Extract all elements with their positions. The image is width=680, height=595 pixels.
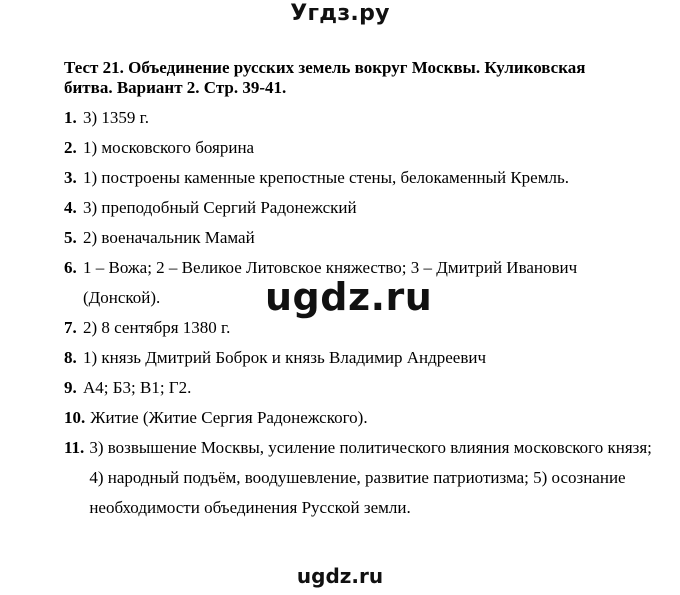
watermark-bottom: ugdz.ru <box>296 564 384 588</box>
answer-text: А4; Б3; В1; Г2. <box>83 378 192 397</box>
answer-number: 3. <box>64 168 77 187</box>
answer-text: 3) 1359 г. <box>83 108 149 127</box>
answer-number: 8. <box>64 348 77 367</box>
answer-text: 1) князь Дмитрий Боброк и князь Владимир Андреевич <box>83 348 487 367</box>
answer-text: 2) 8 сентября 1380 г. <box>83 318 231 337</box>
answer-text: 2) военачальник Мамай <box>83 228 255 247</box>
answer-number: 7. <box>64 318 77 337</box>
site-header: Угдз.ру <box>290 1 390 26</box>
test-title-line1: Тест 21. Объединение русских земель вокруг Москвы. Куликовская <box>64 58 586 77</box>
answer-item-9 <box>64 378 654 398</box>
answer-number: 6. <box>64 258 77 277</box>
answer-text: 1) московского боярина <box>83 138 255 157</box>
answer-number: 4. <box>64 198 77 217</box>
answer-number: 2. <box>64 138 77 157</box>
test-title-line2: битва. Вариант 2. Стр. 39-41. <box>64 78 287 97</box>
answer-item-10 <box>64 408 654 428</box>
answer-number: 9. <box>64 378 77 397</box>
answer-number: 11. <box>64 438 85 457</box>
answer-item-8 <box>64 348 654 368</box>
answer-text: 3) возвышение Москвы, усиление политического влияния московского князя; 4) народный подъём, воодушевление, развитие патриотизма; 5) осознание необходимости объединения Русской земли. <box>89 438 652 517</box>
answer-text: Житие (Житие Сергия Радонежского). <box>90 408 368 427</box>
answer-item-1 <box>64 108 654 128</box>
answer-number: 5. <box>64 228 77 247</box>
answer-text: 1 – Вожа; 2 – Великое Литовское княжество; 3 – Дмитрий Иванович (Донской). <box>83 258 578 307</box>
answer-number: 10. <box>64 408 86 427</box>
watermark-middle: ugdz.ru <box>265 275 433 319</box>
answer-item-4 <box>64 198 654 218</box>
answer-item-7 <box>64 318 654 338</box>
answer-number: 1. <box>64 108 77 127</box>
answer-item-3 <box>64 168 654 188</box>
answer-text: 1) построены каменные крепостные стены, белокаменный Кремль. <box>83 168 569 187</box>
answer-item-5 <box>64 228 654 248</box>
answer-text: 3) преподобный Сергий Радонежский <box>83 198 357 217</box>
test-title <box>64 58 654 98</box>
answer-item-11 <box>64 433 654 523</box>
answer-item-2 <box>64 138 654 158</box>
